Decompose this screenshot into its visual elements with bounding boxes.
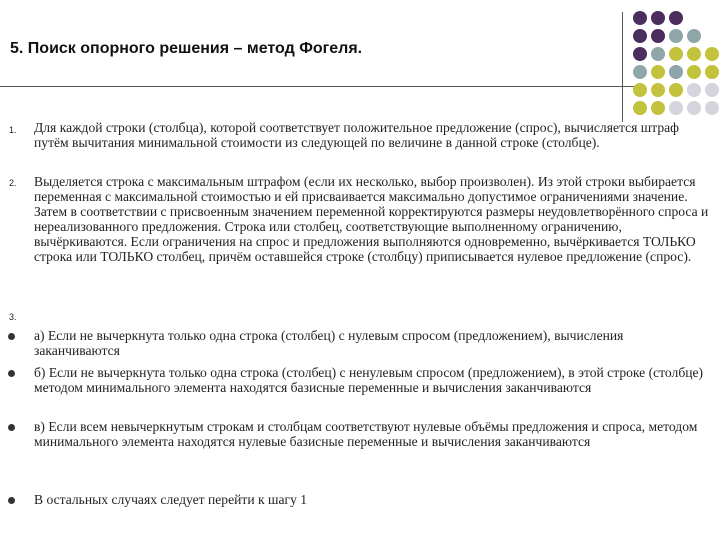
bullet-marker — [8, 497, 15, 504]
item-number: 2. — [9, 178, 17, 188]
bullet-item: б) Если не вычеркнута только одна строка (столбец) с ненулевым спросом (предложением), в этой строке (столбце) методом минимального элемента находятся базисные переменные и вычисления заканчиваются — [34, 365, 704, 395]
bullet-marker — [8, 370, 15, 377]
bullet-marker — [8, 424, 15, 431]
bullet-item: а) Если не вычеркнута только одна строка (столбец) с нулевым спросом (предложением), вычисления заканчиваются — [34, 328, 624, 358]
bullet-marker — [8, 333, 15, 340]
bullet-item: В остальных случаях следует перейти к шагу 1 — [34, 492, 308, 507]
item-number: 1. — [9, 125, 17, 135]
numbered-item: Выделяется строка с максимальным штрафом (если их несколько, выбор произволен). Из этой строки выбирается переменная с максимальной стоимостью и ей присваивается максимально допустимое ограничениями значение. Затем в соответствии с присвоенным значением переменной корректируются размеры неудовлетворённого спроса и нереализованного предложения. Строка или столбец, соответствующие выполненному ограничению, вычёркиваются. Если ограничения на спрос и предложения выполняются одновременно, вычёркивается ТОЛЬКО строка или ТОЛЬКО столбец, причём оставшейся строке (столбцу) приписывается нулевое предложение (спрос). — [34, 174, 709, 264]
numbered-item: Для каждой строки (столбца), которой соответствует положительное предложение (спрос), вычисляется штраф путём вычитания минимальной стоимости из следующей по величине в данной строке (столбце). — [34, 120, 679, 150]
bullet-item: в) Если всем невычеркнутым строкам и столбцам соответствуют нулевые объёмы предложения и спроса, методом минимального элемента находятся нулевые базисные переменные и вычисления заканчиваются — [34, 419, 698, 449]
item-number: 3. — [9, 312, 17, 322]
slide-title: 5. Поиск опорного решения – метод Фогеля. — [10, 40, 363, 57]
